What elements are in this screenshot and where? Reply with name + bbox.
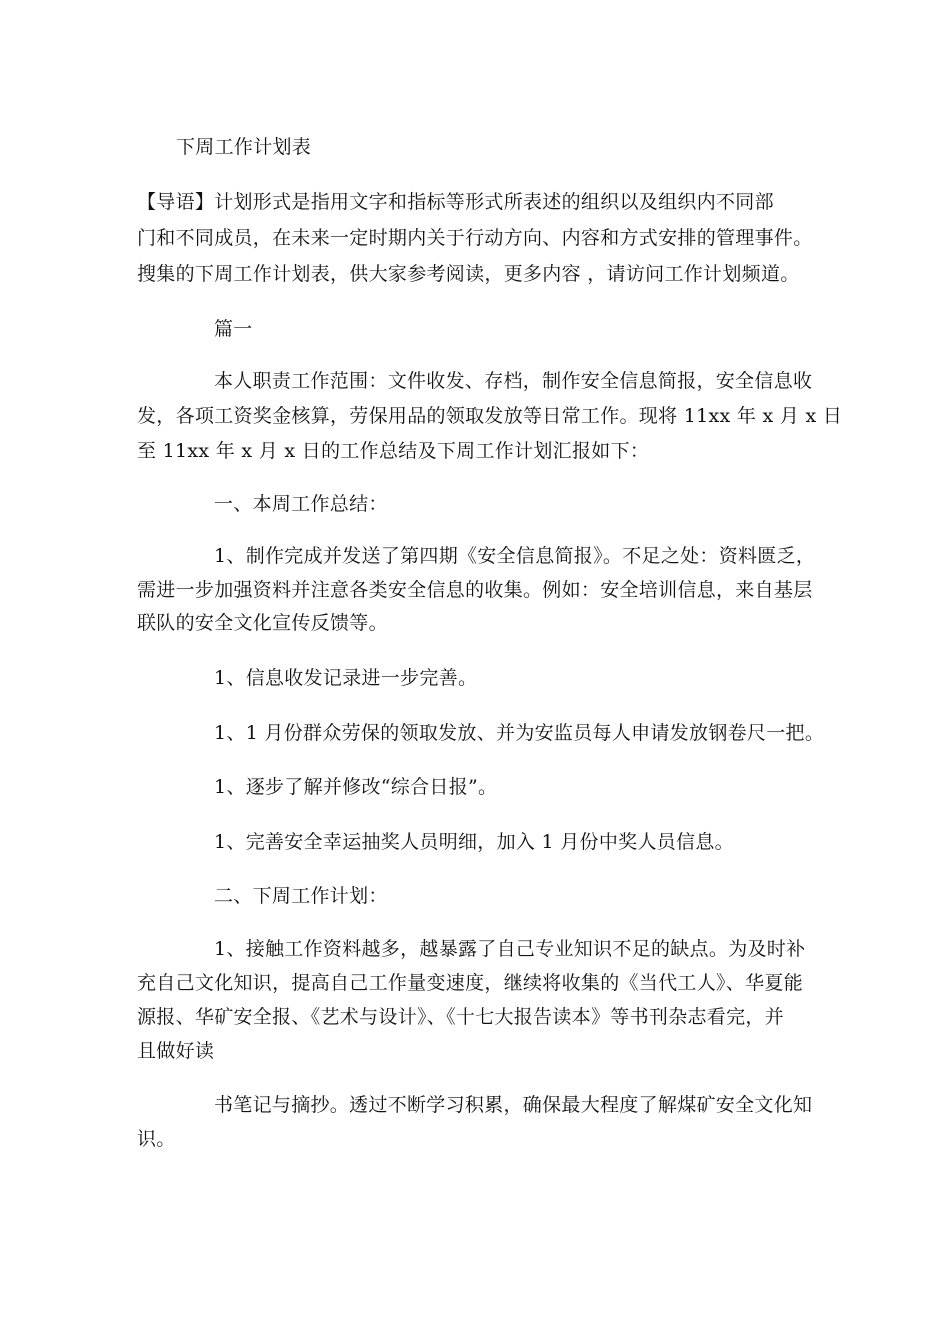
paragraph-line: 源报、华矿安全报、《艺术与设计》、《十七大报告读本》等书刊杂志看完，并 bbox=[137, 1006, 785, 1028]
summary-item-3: 1、1 月份群众劳保的领取发放、并为安监员每人申请发放钢卷尺一把。 bbox=[214, 722, 825, 744]
paragraph-line: 联队的安全文化宣传反馈等。 bbox=[137, 612, 388, 634]
paragraph-line: 需进一步加强资料并注意各类安全信息的收集。例如：安全培训信息，来自基层 bbox=[137, 579, 813, 601]
paragraph-line: 至 11xx 年 x 月 x 日的工作总结及下周工作计划汇报如下： bbox=[137, 440, 650, 462]
paragraph-line: 且做好读 bbox=[137, 1040, 215, 1062]
paragraph-line: 1、制作完成并发送了第四期《安全信息简报》。不足之处：资料匮乏， bbox=[214, 545, 816, 567]
paragraph-line: 识。 bbox=[137, 1128, 176, 1150]
paragraph-line: 充自己文化知识，提高自己工作量变速度，继续将收集的《当代工人》、华夏能 bbox=[137, 972, 804, 994]
summary-item-4: 1、逐步了解并修改“综合日报”。 bbox=[214, 776, 498, 798]
paragraph-line: 门和不同成员，在未来一定时期内关于行动方向、内容和方式安排的管理事件。 bbox=[137, 227, 813, 249]
document-title: 下周工作计划表 bbox=[176, 136, 312, 158]
summary-heading: 一、本周工作总结： bbox=[214, 493, 388, 515]
summary-item-2: 1、信息收发记录进一步完善。 bbox=[214, 667, 478, 689]
paragraph-line: 本人职责工作范围：文件收发、存档，制作安全信息简报，安全信息收 bbox=[214, 370, 813, 392]
paragraph-line: 搜集的下周工作计划表，供大家参考阅读，更多内容 ，请访问工作计划频道。 bbox=[137, 263, 800, 285]
paragraph-line: 1、接触工作资料越多，越暴露了自己专业知识不足的缺点。为及时补 bbox=[214, 938, 806, 960]
section-label: 篇一 bbox=[214, 318, 253, 340]
plan-heading: 二、下周工作计划： bbox=[214, 885, 388, 907]
paragraph-line: 【导语】计划形式是指用文字和指标等形式所表述的组织以及组织内不同部 bbox=[137, 191, 774, 213]
paragraph-line: 发，各项工资奖金核算，劳保用品的领取发放等日常工作。现将 11xx 年 x 月 x 日 bbox=[137, 405, 843, 427]
paragraph-line: 书笔记与摘抄。透过不断学习积累，确保最大程度了解煤矿安全文化知 bbox=[214, 1094, 813, 1116]
summary-item-5: 1、完善安全幸运抽奖人员明细，加入 1 月份中奖人员信息。 bbox=[214, 831, 734, 853]
